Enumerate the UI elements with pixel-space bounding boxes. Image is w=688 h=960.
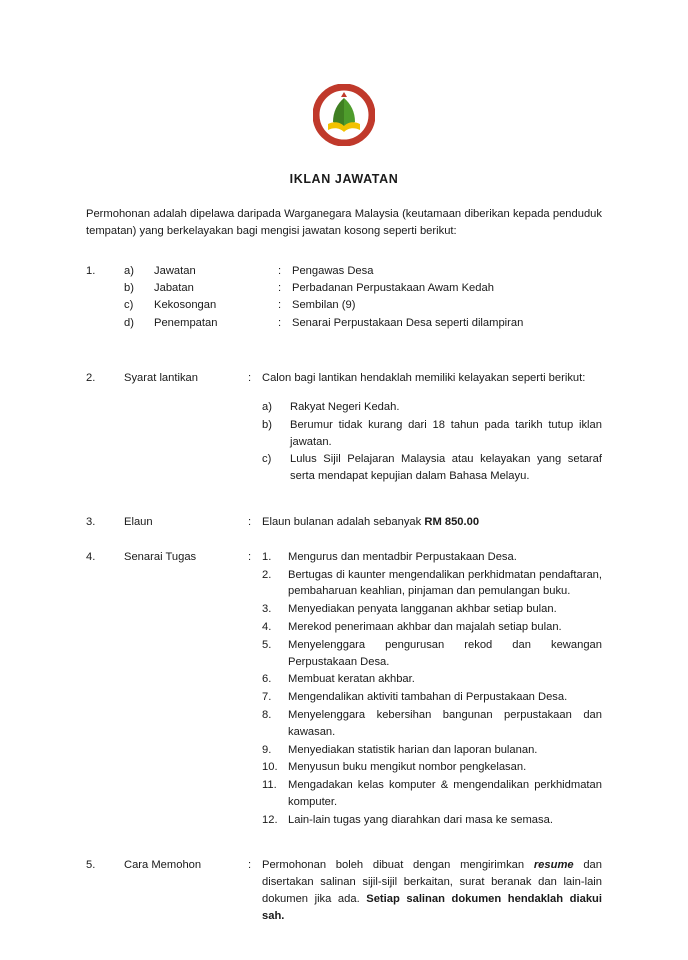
list-item [86, 280, 602, 297]
list-item [86, 263, 602, 280]
syarat-letter-list [86, 399, 602, 486]
section-syarat-lantikan [86, 370, 602, 486]
item-letter: c) [124, 299, 134, 312]
task-number: 5. [262, 638, 272, 651]
list-item [86, 370, 602, 387]
list-item [86, 514, 602, 531]
item-letter: a) [124, 264, 134, 277]
item-value: Senarai Perpustakaan Desa seperti dilampiran [292, 316, 524, 329]
section-cara-memohon [86, 857, 602, 924]
item-label: Senarai Tugas [124, 550, 197, 563]
task-number: 1. [262, 550, 272, 563]
organization-logo [86, 84, 602, 146]
list-item [262, 451, 602, 485]
item-value: Sembilan (9) [292, 299, 356, 312]
list-item [262, 812, 602, 829]
item-letter: b) [124, 282, 134, 295]
task-text: Menyediakan statistik harian dan laporan bulanan. [288, 743, 538, 756]
cara-memohon-part2: dan disertakan salinan sijil-sijil berkaitan, surat beranak dan lain-lain dokumen jika ada. [262, 859, 602, 906]
task-text: Menyelenggara pengurusan rekod dan kewangan Perpustakaan Desa. [288, 638, 602, 668]
intro-paragraph: Permohonan adalah dipelawa daripada Warganegara Malaysia (keutamaan diberikan kepada penduduk tempatan) yang berkelayakan bagi mengisi jawatan kosong seperti berikut: [86, 208, 602, 238]
task-text: Merekod penerimaan akhbar dan majalah setiap bulan. [288, 620, 562, 633]
section-senarai-tugas [86, 549, 602, 830]
task-text: Membuat keratan akhbar. [288, 673, 415, 686]
list-item [262, 619, 602, 636]
list-item [262, 759, 602, 776]
colon: : [278, 282, 282, 295]
task-number: 11. [262, 779, 277, 792]
item-number: 5. [86, 859, 96, 872]
item-number: 3. [86, 515, 96, 528]
task-number: 4. [262, 620, 272, 633]
colon: : [248, 550, 252, 563]
section-jawatan [86, 263, 602, 332]
item-letter: c) [262, 453, 272, 466]
item-text: Rakyat Negeri Kedah. [290, 400, 400, 413]
task-number: 10. [262, 761, 278, 774]
elaun-text: Elaun bulanan adalah sebanyak [262, 515, 425, 528]
list-item [262, 417, 602, 451]
item-label: Elaun [124, 515, 153, 528]
list-item [262, 742, 602, 759]
item-value: Pengawas Desa [292, 264, 374, 277]
cara-memohon-resume: resume [533, 859, 574, 872]
list-item [262, 549, 602, 566]
task-number: 6. [262, 673, 272, 686]
list-item [262, 637, 602, 671]
task-number: 2. [262, 568, 272, 581]
list-item [86, 315, 602, 332]
elaun-amount: RM 850.00 [424, 515, 480, 528]
list-item [86, 297, 602, 314]
item-number-spacer [86, 280, 124, 297]
item-text: Lulus Sijil Pelajaran Malaysia atau kelayakan yang setaraf serta mendapat kepujian dalam Bahasa Melayu. [290, 453, 602, 483]
item-letter: b) [262, 418, 272, 431]
item-label: Cara Memohon [124, 859, 202, 872]
task-number: 8. [262, 708, 272, 721]
colon: : [278, 299, 282, 312]
item-label: Jawatan [154, 264, 196, 277]
item-text: Berumur tidak kurang dari 18 tahun pada tarikh tutup iklan jawatan. [290, 418, 602, 448]
list-item [262, 777, 602, 811]
task-text: Menyelenggara kebersihan bangunan perpustakaan dan kawasan. [288, 708, 602, 738]
task-text: Mengadakan kelas komputer & mengendalikan perkhidmatan komputer. [288, 779, 602, 808]
syarat-items [262, 399, 602, 486]
colon: : [278, 264, 282, 277]
page-title: IKLAN JAWATAN [289, 172, 399, 186]
list-item [262, 601, 602, 618]
list-item [262, 671, 602, 688]
item-value: Perbadanan Perpustakaan Awam Kedah [292, 282, 494, 295]
item-number: 2. [86, 372, 96, 385]
item-label: Syarat lantikan [124, 372, 199, 385]
item-label: Kekosongan [154, 299, 217, 312]
task-text: Lain-lain tugas yang diarahkan dari masa ke semasa. [288, 813, 553, 826]
item-number: 4. [86, 550, 96, 563]
task-text: Bertugas di kaunter mengendalikan perkhidmatan pendaftaran, pembaharuan keahlian, pinjaman dan pemulangan buku. [288, 568, 602, 598]
item-number-spacer [86, 315, 124, 332]
item-value [262, 857, 602, 924]
item-label: Penempatan [154, 316, 218, 329]
section-elaun [86, 514, 602, 531]
item-number-spacer [86, 297, 124, 314]
cara-memohon-part1: Permohonan boleh dibuat dengan mengirimkan [262, 859, 534, 872]
list-item [262, 567, 602, 601]
item-letter: a) [262, 400, 272, 413]
task-number: 3. [262, 603, 272, 616]
logo-graphic [313, 84, 375, 146]
colon: : [248, 515, 252, 528]
task-list [262, 549, 602, 830]
task-number: 7. [262, 691, 272, 704]
colon: : [278, 316, 282, 329]
task-number: 12. [262, 813, 278, 826]
colon: : [248, 372, 252, 385]
item-value: Calon bagi lantikan hendaklah memiliki kelayakan seperti berikut: [262, 372, 586, 385]
list-item [262, 707, 602, 741]
item-label: Jabatan [154, 282, 194, 295]
task-number: 9. [262, 743, 272, 756]
list-item [86, 549, 602, 830]
list-item [86, 857, 602, 924]
task-text: Mengurus dan mentadbir Perpustakaan Desa. [288, 550, 517, 563]
task-text: Mengendalikan aktiviti tambahan di Perpustakaan Desa. [288, 691, 568, 704]
task-text: Menyediakan penyata langganan akhbar setiap bulan. [288, 603, 557, 616]
colon: : [248, 859, 252, 872]
item-number: 1. [86, 264, 96, 277]
cara-memohon-note: Setiap salinan dokumen hendaklah diakui sah. [262, 893, 602, 922]
task-text: Menyusun buku mengikut nombor pengkelasan. [288, 761, 527, 774]
item-letter: d) [124, 316, 134, 329]
list-item [262, 399, 602, 416]
item-value [262, 514, 602, 531]
list-item [262, 689, 602, 706]
